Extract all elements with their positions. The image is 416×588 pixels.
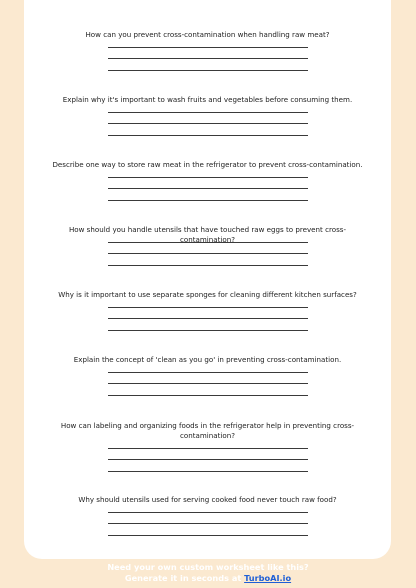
answer-line[interactable] bbox=[108, 512, 308, 513]
question-1-text: How can you prevent cross-contamination when handling raw meat? bbox=[85, 30, 330, 39]
answer-line[interactable] bbox=[108, 135, 308, 136]
answer-line[interactable] bbox=[108, 123, 308, 124]
answer-line[interactable] bbox=[108, 471, 308, 472]
answer-line[interactable] bbox=[108, 395, 308, 396]
answer-line[interactable] bbox=[108, 265, 308, 266]
answer-line[interactable] bbox=[108, 188, 308, 189]
answer-line[interactable] bbox=[108, 112, 308, 113]
answer-line[interactable] bbox=[108, 383, 308, 384]
answer-line[interactable] bbox=[108, 535, 308, 536]
answer-line[interactable] bbox=[108, 70, 308, 71]
answer-line[interactable] bbox=[108, 253, 308, 254]
answer-line[interactable] bbox=[108, 372, 308, 373]
question-2 bbox=[24, 95, 391, 105]
promo-line-1: Need your own custom worksheet like this? bbox=[107, 562, 309, 572]
question-8-text: Why should utensils used for serving cooked food never touch raw food? bbox=[78, 495, 337, 504]
answer-line[interactable] bbox=[108, 177, 308, 178]
worksheet-page bbox=[24, 0, 391, 559]
question-8 bbox=[24, 495, 391, 505]
answer-line[interactable] bbox=[108, 523, 308, 524]
answer-line[interactable] bbox=[108, 242, 308, 243]
question-6 bbox=[24, 355, 391, 365]
answer-line[interactable] bbox=[108, 58, 308, 59]
answer-line[interactable] bbox=[108, 307, 308, 308]
turboai-link[interactable]: TurboAI.io bbox=[244, 573, 292, 583]
answer-line[interactable] bbox=[108, 200, 308, 201]
promo-line-2-text: Generate it in seconds at bbox=[124, 573, 245, 583]
answer-line[interactable] bbox=[108, 448, 308, 449]
question-6-text: Explain the concept of 'clean as you go' in preventing cross-contamination. bbox=[73, 355, 342, 364]
question-2-text: Explain why it's important to wash fruits and vegetables before consuming them. bbox=[62, 95, 353, 104]
answer-line[interactable] bbox=[108, 318, 308, 319]
promo-footer bbox=[0, 562, 416, 584]
question-5 bbox=[24, 290, 391, 300]
question-7-text: How can labeling and organizing foods in the refrigerator help in preventing cross-contamination? bbox=[60, 421, 355, 440]
question-7 bbox=[24, 421, 391, 441]
question-3-text: Describe one way to store raw meat in the refrigerator to prevent cross-contamination. bbox=[52, 160, 363, 169]
answer-line[interactable] bbox=[108, 47, 308, 48]
promo-line-2 bbox=[0, 573, 416, 584]
answer-line[interactable] bbox=[108, 330, 308, 331]
question-4-text: How should you handle utensils that have touched raw eggs to prevent cross-contamination? bbox=[68, 225, 347, 244]
answer-line[interactable] bbox=[108, 459, 308, 460]
question-1 bbox=[24, 30, 391, 40]
question-3 bbox=[24, 160, 391, 170]
question-5-text: Why is it important to use separate sponges for cleaning different kitchen surfaces? bbox=[58, 290, 357, 299]
